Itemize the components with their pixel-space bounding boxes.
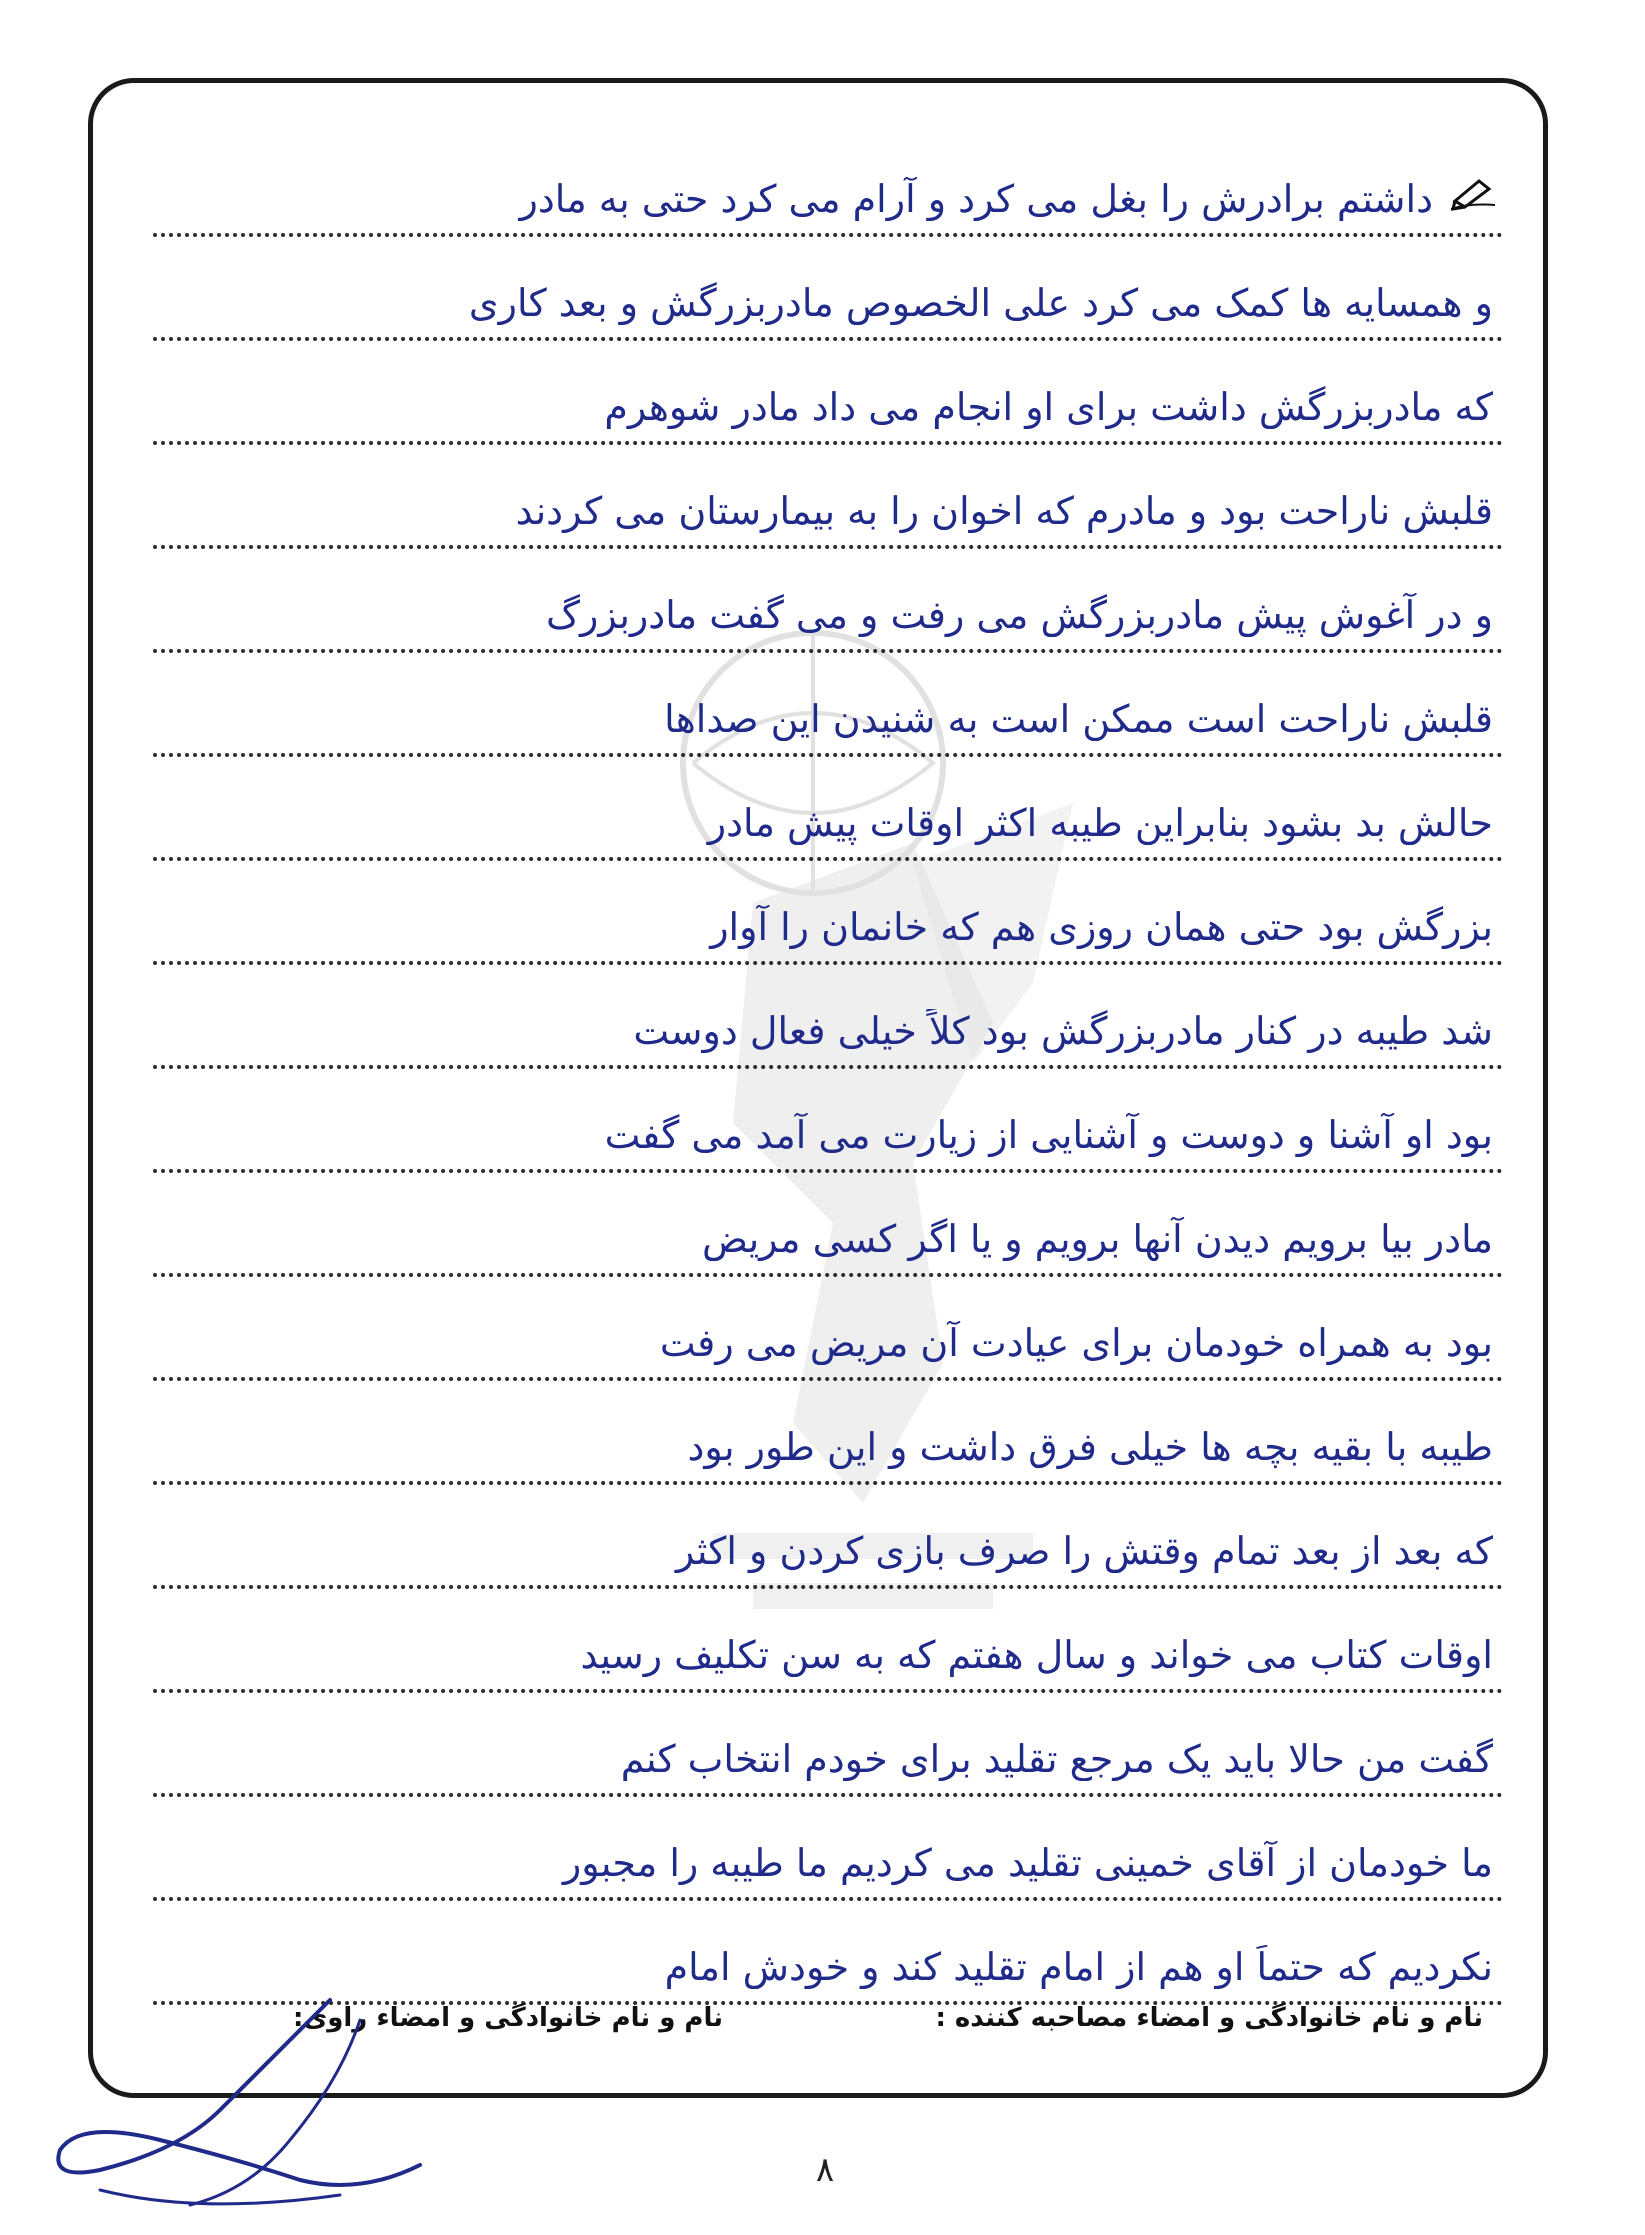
line-8-text: بزرگش بود حتی همان روزی هم که خانمان را آوار (710, 905, 1493, 949)
interviewer-signature-label: نام و نام خانوادگی و امضاء مصاحبه کننده : (935, 2003, 1483, 2033)
line-1 (153, 133, 1503, 237)
line-12-text: بود به همراه خودمان برای عیادت آن مریض می رفت (659, 1321, 1493, 1365)
line-17-text: ما خودمان از آقای خمینی تقلید می کردیم ما طیبه را مجبور (562, 1841, 1493, 1885)
pencil-icon (1449, 175, 1497, 211)
line-3 (153, 341, 1503, 445)
ruled-lines (93, 83, 1543, 2093)
line-14-text: که بعد از بعد تمام وقتش را صرف بازی کردن و اکثر (675, 1529, 1493, 1573)
line-14 (153, 1485, 1503, 1589)
line-9 (153, 965, 1503, 1069)
line-2 (153, 237, 1503, 341)
line-15 (153, 1589, 1503, 1693)
line-18-text: نکردیم که حتماً او هم از امام تقلید کند و خودش امام (664, 1945, 1493, 1989)
line-7-text: حالش بد بشود بنابراین طیبه اکثر اوقات پیش مادر (707, 801, 1493, 845)
page-frame (88, 78, 1548, 2098)
line-12 (153, 1277, 1503, 1381)
line-10-text: بود او آشنا و دوست و آشنایی از زیارت می آمد می گفت (604, 1113, 1493, 1157)
line-4-text: قلبش ناراحت بود و مادرم که اخوان را به بیمارستان می کردند (515, 489, 1493, 533)
line-7 (153, 757, 1503, 861)
line-13-text: طیبه با بقیه بچه ها خیلی فرق داشت و این طور بود (687, 1425, 1493, 1469)
line-8 (153, 861, 1503, 965)
line-11-text: مادر بیا برویم دیدن آنها برویم و یا اگر کسی مریض (702, 1217, 1493, 1261)
narrator-signature-scribble (40, 1990, 460, 2220)
line-3-text: که مادربزرگش داشت برای او انجام می داد مادر شوهرم (604, 385, 1493, 429)
page-number: ۸ (815, 2150, 835, 2190)
line-16-text: گفت من حالا باید یک مرجع تقلید برای خودم انتخاب کنم (620, 1737, 1493, 1781)
line-17 (153, 1797, 1503, 1901)
line-1-text: داشتم برادرش را بغل می کرد و آرام می کرد حتی به مادر (519, 177, 1433, 221)
line-13 (153, 1381, 1503, 1485)
line-6-text: قلبش ناراحت است ممکن است به شنیدن این صداها (664, 697, 1493, 741)
line-15-text: اوقات کتاب می خواند و سال هفتم که به سن تکلیف رسید (580, 1633, 1493, 1677)
line-2-text: و همسایه ها کمک می کرد علی الخصوص مادربزرگش و بعد کاری (468, 281, 1493, 325)
line-5 (153, 549, 1503, 653)
line-16 (153, 1693, 1503, 1797)
line-4 (153, 445, 1503, 549)
line-11 (153, 1173, 1503, 1277)
line-9-text: شد طیبه در کنار مادربزرگش بود کلاً خیلی فعال دوست (633, 1009, 1493, 1053)
line-10 (153, 1069, 1503, 1173)
line-5-text: و در آغوش پیش مادربزرگش می رفت و می گفت مادربزرگ (546, 593, 1493, 637)
narrator-signature-label: نام و نام خانوادگی و امضاء راوی: (293, 2003, 723, 2033)
line-6 (153, 653, 1503, 757)
